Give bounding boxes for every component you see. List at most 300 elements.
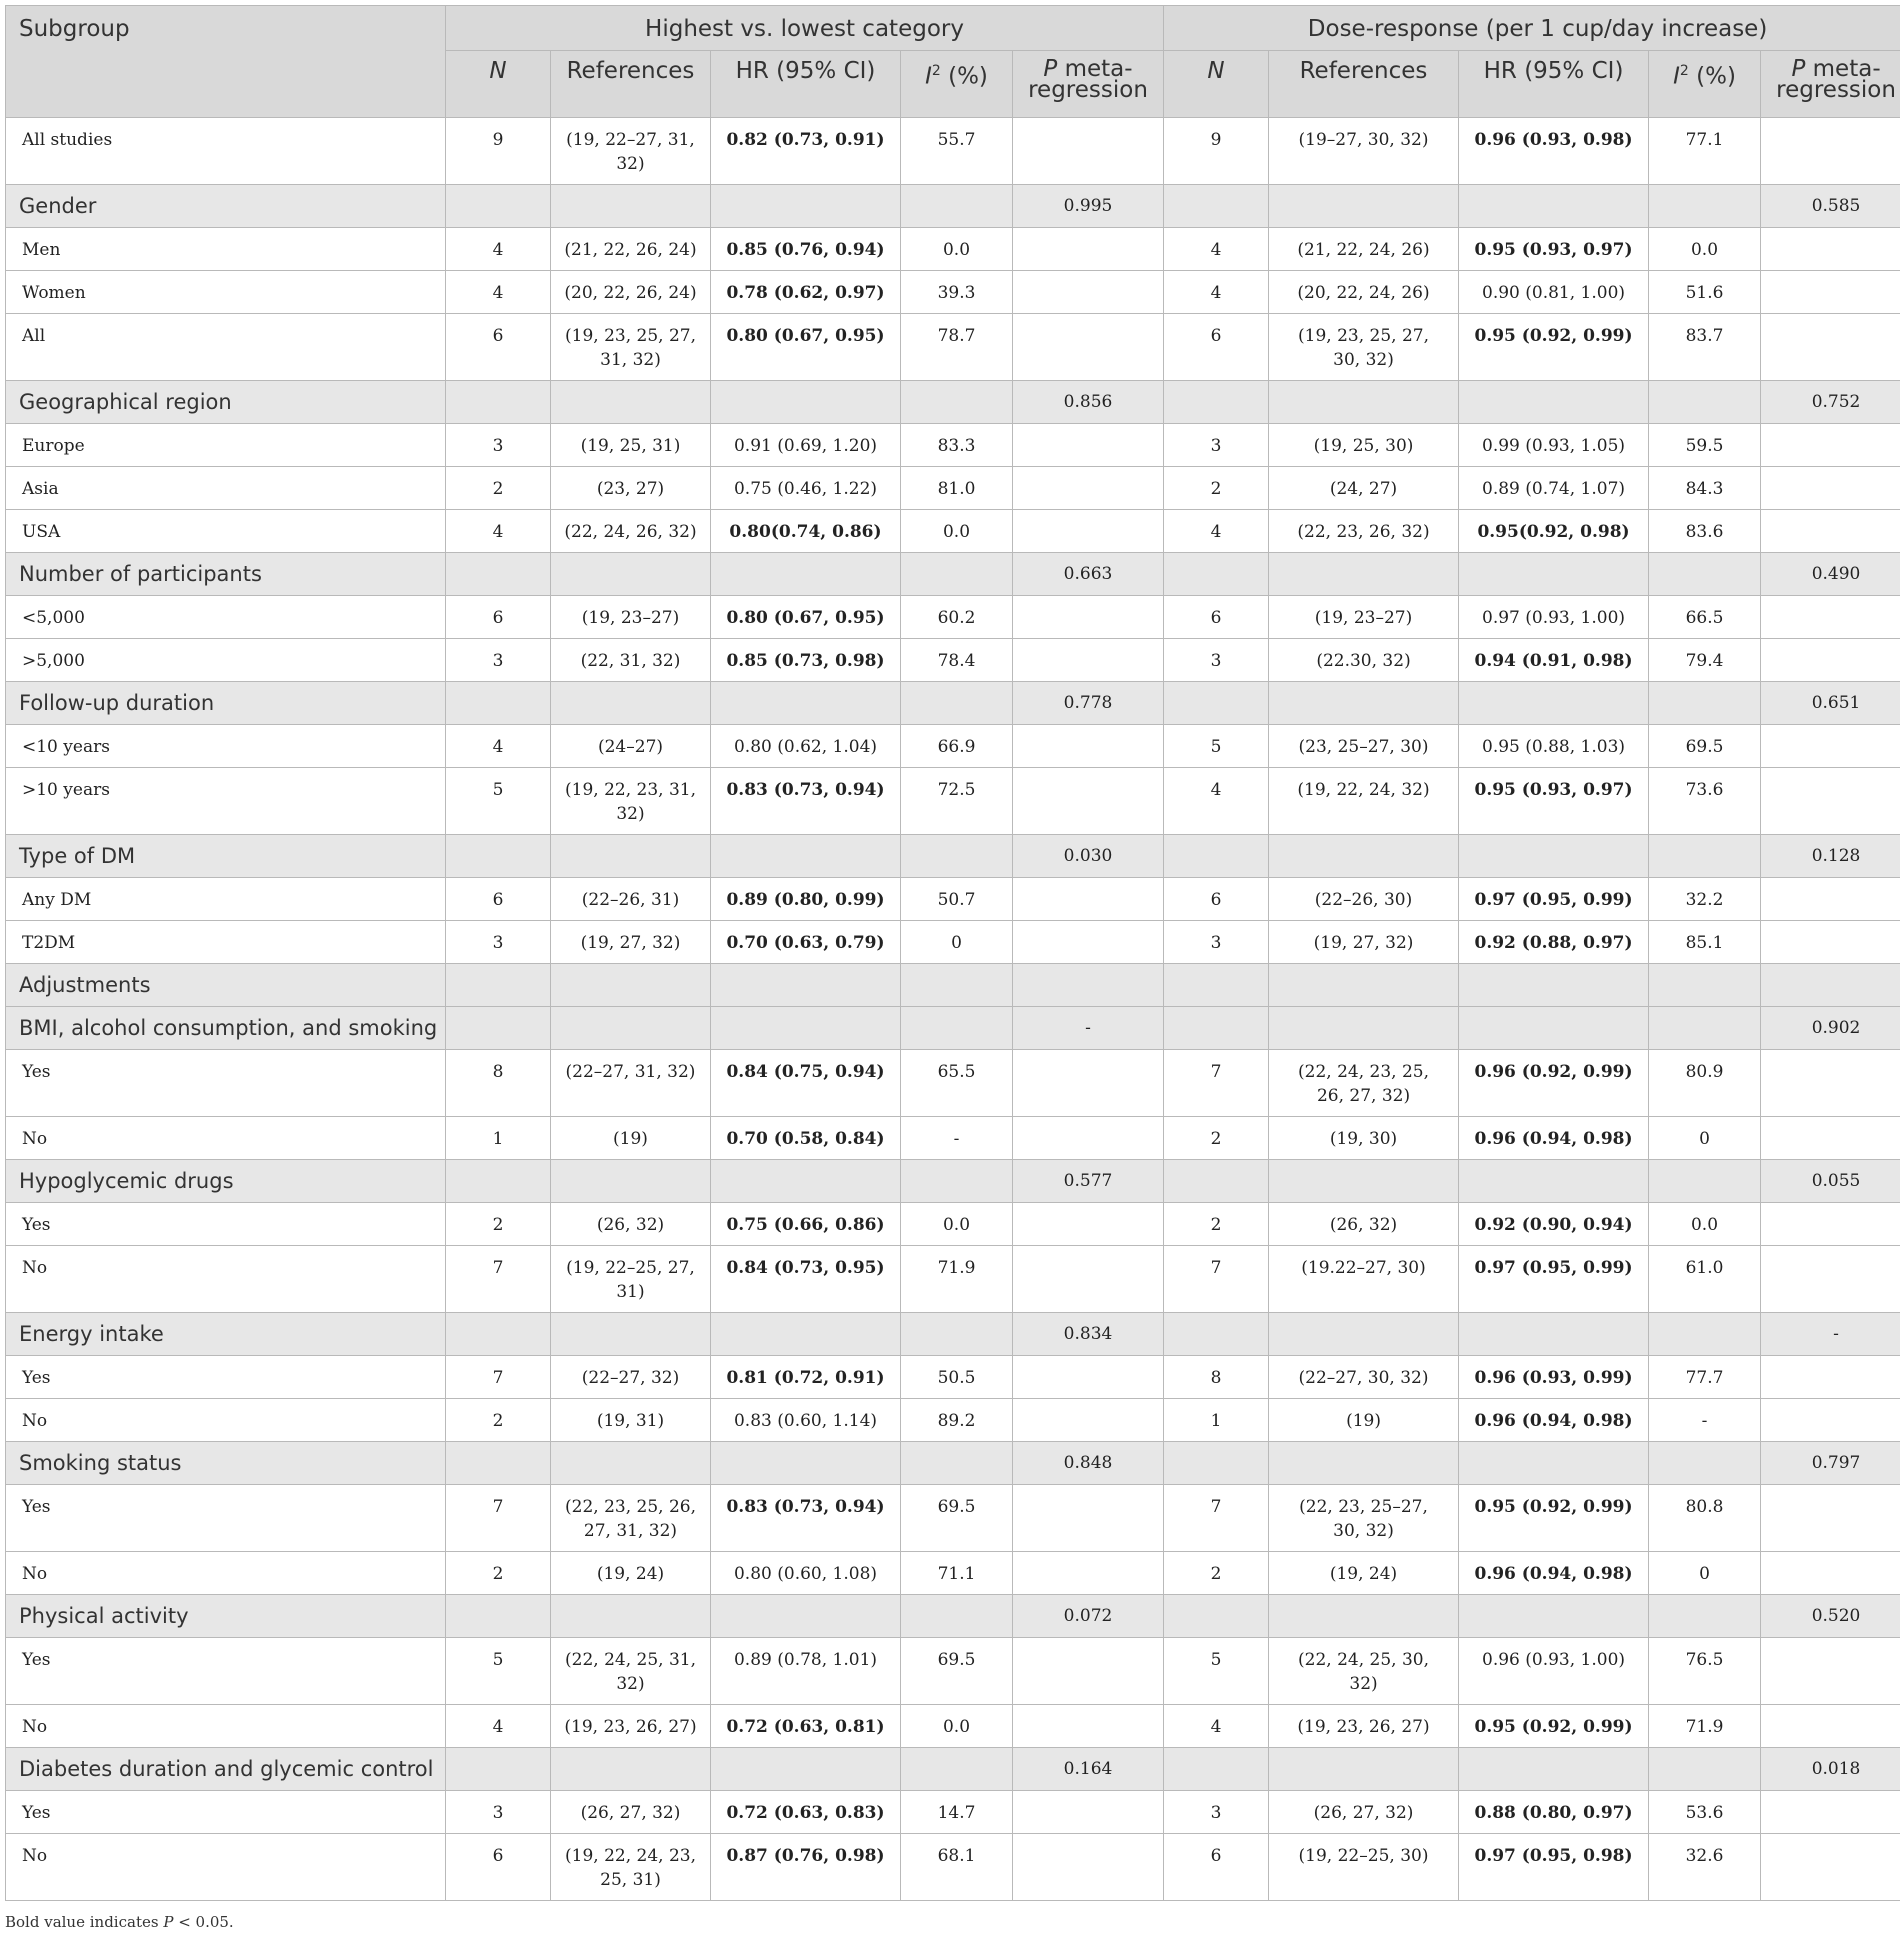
p-meta-regression-1-cell: 0.164	[1013, 1748, 1164, 1791]
i2-1-cell: 78.7	[901, 314, 1013, 381]
hr-ci-1-cell: 0.70 (0.58, 0.84)	[711, 1117, 901, 1160]
p-meta-regression-1-cell: 0.848	[1013, 1442, 1164, 1485]
header-hr: HR (95% CI)	[1459, 51, 1649, 118]
table-row	[6, 1117, 1900, 1160]
references-1-cell: (19, 25, 31)	[551, 424, 711, 467]
empty-cell	[901, 185, 1013, 228]
empty-cell	[1269, 1007, 1459, 1050]
empty-cell	[1164, 381, 1269, 424]
i2-2-cell: 66.5	[1649, 596, 1761, 639]
hr-ci-2-cell: 0.95 (0.92, 0.99)	[1459, 1705, 1649, 1748]
empty-cell	[711, 1160, 901, 1203]
p-meta-regression-2-cell: 0.902	[1761, 1007, 1900, 1050]
row-label-cell: Yes	[6, 1203, 446, 1246]
hr-ci-1-cell: 0.85 (0.76, 0.94)	[711, 228, 901, 271]
row-label-cell: No	[6, 1705, 446, 1748]
empty-cell	[1459, 964, 1649, 1007]
references-1-cell: (21, 22, 26, 24)	[551, 228, 711, 271]
references-2-cell: (22.30, 32)	[1269, 639, 1459, 682]
p-meta-regression-2-cell	[1761, 1050, 1900, 1117]
references-2-cell: (20, 22, 24, 26)	[1269, 271, 1459, 314]
i2-1-cell: 60.2	[901, 596, 1013, 639]
references-1-cell: (22, 24, 25, 31, 32)	[551, 1638, 711, 1705]
references-2-cell: (22–26, 30)	[1269, 878, 1459, 921]
p-meta-regression-2-cell	[1761, 1834, 1900, 1901]
n-2-cell: 3	[1164, 639, 1269, 682]
p-meta-regression-1-cell: 0.856	[1013, 381, 1164, 424]
empty-cell	[711, 1313, 901, 1356]
i2-1-cell: 0.0	[901, 228, 1013, 271]
table-row	[6, 1050, 1900, 1117]
p-meta-regression-2-cell: 0.490	[1761, 553, 1900, 596]
i2-2-cell: 83.6	[1649, 510, 1761, 553]
hr-ci-2-cell: 0.95 (0.93, 0.97)	[1459, 228, 1649, 271]
empty-cell	[1459, 835, 1649, 878]
empty-cell	[901, 1160, 1013, 1203]
empty-cell	[1269, 1442, 1459, 1485]
hr-ci-2-cell: 0.97 (0.95, 0.99)	[1459, 1246, 1649, 1313]
references-2-cell: (19, 23–27)	[1269, 596, 1459, 639]
empty-cell	[711, 682, 901, 725]
p-meta-regression-1-cell	[1013, 1117, 1164, 1160]
references-2-cell: (23, 25–27, 30)	[1269, 725, 1459, 768]
p-meta-regression-1-cell	[1013, 725, 1164, 768]
p-meta-regression-1-cell: 0.995	[1013, 185, 1164, 228]
table-row	[6, 878, 1900, 921]
n-1-cell: 2	[446, 467, 551, 510]
p-meta-regression-2-cell: -	[1761, 1313, 1900, 1356]
p-meta-regression-2-cell	[1761, 1485, 1900, 1552]
references-2-cell: (21, 22, 24, 26)	[1269, 228, 1459, 271]
hr-ci-2-cell: 0.92 (0.90, 0.94)	[1459, 1203, 1649, 1246]
empty-cell	[1164, 1313, 1269, 1356]
p-meta-regression-1-cell: 0.834	[1013, 1313, 1164, 1356]
i2-1-cell: 50.5	[901, 1356, 1013, 1399]
empty-cell	[1459, 381, 1649, 424]
i2-2-cell: 79.4	[1649, 639, 1761, 682]
p-meta-regression-1-cell	[1013, 228, 1164, 271]
i2-1-cell: 0.0	[901, 1705, 1013, 1748]
hr-ci-2-cell: 0.95 (0.88, 1.03)	[1459, 725, 1649, 768]
empty-cell	[1164, 682, 1269, 725]
p-meta-regression-2-cell	[1761, 271, 1900, 314]
hr-ci-1-cell: 0.84 (0.75, 0.94)	[711, 1050, 901, 1117]
table-row	[6, 424, 1900, 467]
p-meta-regression-1-cell	[1013, 768, 1164, 835]
p-meta-regression-1-cell	[1013, 314, 1164, 381]
i2-2-cell: 80.9	[1649, 1050, 1761, 1117]
empty-cell	[446, 835, 551, 878]
empty-cell	[711, 1748, 901, 1791]
header-p-meta-regression: P meta-regression	[1013, 51, 1164, 118]
empty-cell	[901, 1595, 1013, 1638]
empty-cell	[446, 1595, 551, 1638]
empty-cell	[551, 185, 711, 228]
group-header-row	[6, 1595, 1900, 1638]
n-2-cell: 7	[1164, 1050, 1269, 1117]
empty-cell	[711, 835, 901, 878]
p-meta-regression-2-cell	[1761, 768, 1900, 835]
empty-cell	[711, 1442, 901, 1485]
group-header-row	[6, 682, 1900, 725]
references-1-cell: (22, 23, 25, 26, 27, 31, 32)	[551, 1485, 711, 1552]
p-meta-regression-2-cell	[1761, 1552, 1900, 1595]
n-2-cell: 3	[1164, 1791, 1269, 1834]
references-2-cell: (26, 32)	[1269, 1203, 1459, 1246]
i2-2-cell: 69.5	[1649, 725, 1761, 768]
hr-ci-1-cell: 0.83 (0.73, 0.94)	[711, 768, 901, 835]
empty-cell	[446, 1442, 551, 1485]
p-meta-regression-1-cell	[1013, 271, 1164, 314]
row-label-cell: Europe	[6, 424, 446, 467]
empty-cell	[446, 1748, 551, 1791]
empty-cell	[1269, 835, 1459, 878]
n-2-cell: 2	[1164, 1203, 1269, 1246]
n-2-cell: 5	[1164, 1638, 1269, 1705]
n-2-cell: 3	[1164, 921, 1269, 964]
references-1-cell: (20, 22, 26, 24)	[551, 271, 711, 314]
i2-2-cell: 0	[1649, 1117, 1761, 1160]
hr-ci-1-cell: 0.80 (0.67, 0.95)	[711, 596, 901, 639]
hr-ci-1-cell: 0.72 (0.63, 0.83)	[711, 1791, 901, 1834]
i2-1-cell: 78.4	[901, 639, 1013, 682]
p-meta-regression-1-cell	[1013, 467, 1164, 510]
hr-ci-1-cell: 0.75 (0.46, 1.22)	[711, 467, 901, 510]
empty-cell	[1459, 185, 1649, 228]
row-label-cell: Number of participants	[6, 553, 446, 596]
table-row	[6, 228, 1900, 271]
n-2-cell: 9	[1164, 118, 1269, 185]
empty-cell	[1459, 553, 1649, 596]
empty-cell	[551, 1595, 711, 1638]
i2-2-cell: 77.1	[1649, 118, 1761, 185]
empty-cell	[551, 682, 711, 725]
table-row	[6, 271, 1900, 314]
empty-cell	[1649, 381, 1761, 424]
references-1-cell: (23, 27)	[551, 467, 711, 510]
empty-cell	[551, 964, 711, 1007]
empty-cell	[901, 682, 1013, 725]
empty-cell	[551, 381, 711, 424]
empty-cell	[1164, 1007, 1269, 1050]
p-meta-regression-1-cell	[1013, 118, 1164, 185]
p-meta-regression-1-cell: -	[1013, 1007, 1164, 1050]
n-1-cell: 3	[446, 921, 551, 964]
hr-ci-2-cell: 0.96 (0.92, 0.99)	[1459, 1050, 1649, 1117]
i2-2-cell: 71.9	[1649, 1705, 1761, 1748]
i2-1-cell: 66.9	[901, 725, 1013, 768]
header-hr: HR (95% CI)	[711, 51, 901, 118]
references-2-cell: (19, 25, 30)	[1269, 424, 1459, 467]
p-meta-regression-1-cell	[1013, 1705, 1164, 1748]
header-p-meta-regression: P meta-regression	[1761, 51, 1900, 118]
group-header-row	[6, 964, 1900, 1007]
hr-ci-1-cell: 0.70 (0.63, 0.79)	[711, 921, 901, 964]
row-label-cell: Geographical region	[6, 381, 446, 424]
i2-1-cell: 39.3	[901, 271, 1013, 314]
empty-cell	[1269, 381, 1459, 424]
table-header	[6, 6, 1900, 118]
p-meta-regression-1-cell	[1013, 964, 1164, 1007]
n-1-cell: 6	[446, 1834, 551, 1901]
empty-cell	[1459, 1160, 1649, 1203]
n-1-cell: 6	[446, 878, 551, 921]
row-label-cell: No	[6, 1246, 446, 1313]
i2-1-cell: 55.7	[901, 118, 1013, 185]
hr-ci-2-cell: 0.96 (0.93, 0.98)	[1459, 118, 1649, 185]
n-2-cell: 2	[1164, 467, 1269, 510]
n-2-cell: 2	[1164, 1117, 1269, 1160]
n-1-cell: 4	[446, 271, 551, 314]
empty-cell	[1649, 185, 1761, 228]
table-row	[6, 1638, 1900, 1705]
i2-2-cell: 80.8	[1649, 1485, 1761, 1552]
row-label-cell: Adjustments	[6, 964, 446, 1007]
hr-ci-1-cell: 0.91 (0.69, 1.20)	[711, 424, 901, 467]
p-meta-regression-2-cell	[1761, 878, 1900, 921]
n-1-cell: 7	[446, 1246, 551, 1313]
i2-1-cell: 72.5	[901, 768, 1013, 835]
empty-cell	[551, 1313, 711, 1356]
n-2-cell: 4	[1164, 228, 1269, 271]
p-meta-regression-2-cell	[1761, 1705, 1900, 1748]
n-1-cell: 6	[446, 314, 551, 381]
n-1-cell: 2	[446, 1203, 551, 1246]
p-meta-regression-1-cell	[1013, 596, 1164, 639]
empty-cell	[1269, 1595, 1459, 1638]
p-meta-regression-1-cell	[1013, 1834, 1164, 1901]
hr-ci-2-cell: 0.88 (0.80, 0.97)	[1459, 1791, 1649, 1834]
n-2-cell: 4	[1164, 1705, 1269, 1748]
header-subgroup: Subgroup	[6, 6, 446, 118]
p-meta-regression-2-cell	[1761, 921, 1900, 964]
i2-1-cell: 0.0	[901, 510, 1013, 553]
references-2-cell: (19, 24)	[1269, 1552, 1459, 1595]
p-meta-regression-2-cell	[1761, 118, 1900, 185]
p-meta-regression-2-cell	[1761, 1638, 1900, 1705]
row-label-cell: >5,000	[6, 639, 446, 682]
p-meta-regression-1-cell	[1013, 1050, 1164, 1117]
p-meta-regression-2-cell	[1761, 596, 1900, 639]
empty-cell	[711, 185, 901, 228]
n-1-cell: 4	[446, 510, 551, 553]
references-1-cell: (19, 23, 25, 27, 31, 32)	[551, 314, 711, 381]
empty-cell	[1164, 553, 1269, 596]
row-label-cell: Diabetes duration and glycemic control	[6, 1748, 446, 1791]
empty-cell	[1164, 1748, 1269, 1791]
p-meta-regression-2-cell	[1761, 1246, 1900, 1313]
references-1-cell: (19, 22, 23, 31, 32)	[551, 768, 711, 835]
hr-ci-2-cell: 0.95 (0.93, 0.97)	[1459, 768, 1649, 835]
i2-2-cell: 53.6	[1649, 1791, 1761, 1834]
references-2-cell: (19, 30)	[1269, 1117, 1459, 1160]
hr-ci-1-cell: 0.75 (0.66, 0.86)	[711, 1203, 901, 1246]
p-meta-regression-1-cell	[1013, 1246, 1164, 1313]
row-label-cell: No	[6, 1834, 446, 1901]
references-2-cell: (19)	[1269, 1399, 1459, 1442]
empty-cell	[551, 1748, 711, 1791]
empty-cell	[1269, 553, 1459, 596]
table-row	[6, 725, 1900, 768]
i2-1-cell: 65.5	[901, 1050, 1013, 1117]
empty-cell	[1164, 1442, 1269, 1485]
empty-cell	[551, 1160, 711, 1203]
row-label-cell: >10 years	[6, 768, 446, 835]
empty-cell	[901, 553, 1013, 596]
p-meta-regression-1-cell: 0.663	[1013, 553, 1164, 596]
row-label-cell: BMI, alcohol consumption, and smoking	[6, 1007, 446, 1050]
table-container	[5, 5, 1898, 1931]
n-1-cell: 5	[446, 768, 551, 835]
table-body	[6, 118, 1900, 1901]
hr-ci-2-cell: 0.95(0.92, 0.98)	[1459, 510, 1649, 553]
p-meta-regression-1-cell	[1013, 1638, 1164, 1705]
row-label-cell: Yes	[6, 1485, 446, 1552]
n-2-cell: 3	[1164, 424, 1269, 467]
p-meta-regression-1-cell	[1013, 424, 1164, 467]
table-row	[6, 1246, 1900, 1313]
p-meta-regression-1-cell	[1013, 1203, 1164, 1246]
empty-cell	[551, 835, 711, 878]
i2-1-cell: 83.3	[901, 424, 1013, 467]
p-meta-regression-2-cell: 0.520	[1761, 1595, 1900, 1638]
group-header-row	[6, 1748, 1900, 1791]
p-meta-regression-2-cell	[1761, 1356, 1900, 1399]
row-label-cell: Type of DM	[6, 835, 446, 878]
empty-cell	[1649, 1007, 1761, 1050]
row-label-cell: No	[6, 1552, 446, 1595]
p-meta-regression-2-cell	[1761, 725, 1900, 768]
row-label-cell: Energy intake	[6, 1313, 446, 1356]
hr-ci-1-cell: 0.81 (0.72, 0.91)	[711, 1356, 901, 1399]
empty-cell	[1269, 964, 1459, 1007]
p-meta-regression-2-cell	[1761, 510, 1900, 553]
p-meta-regression-1-cell	[1013, 1485, 1164, 1552]
empty-cell	[901, 1748, 1013, 1791]
references-1-cell: (19)	[551, 1117, 711, 1160]
row-label-cell: All	[6, 314, 446, 381]
table-row	[6, 1791, 1900, 1834]
empty-cell	[901, 1007, 1013, 1050]
n-2-cell: 2	[1164, 1552, 1269, 1595]
i2-2-cell: 85.1	[1649, 921, 1761, 964]
empty-cell	[446, 553, 551, 596]
empty-cell	[446, 964, 551, 1007]
n-1-cell: 9	[446, 118, 551, 185]
p-meta-regression-2-cell	[1761, 467, 1900, 510]
p-meta-regression-1-cell: 0.072	[1013, 1595, 1164, 1638]
table-row	[6, 639, 1900, 682]
references-2-cell: (26, 27, 32)	[1269, 1791, 1459, 1834]
empty-cell	[1164, 185, 1269, 228]
hr-ci-2-cell: 0.97 (0.95, 0.98)	[1459, 1834, 1649, 1901]
n-2-cell: 7	[1164, 1246, 1269, 1313]
i2-1-cell: 69.5	[901, 1638, 1013, 1705]
references-2-cell: (19, 22, 24, 32)	[1269, 768, 1459, 835]
n-1-cell: 2	[446, 1552, 551, 1595]
table-row	[6, 467, 1900, 510]
references-2-cell: (19, 27, 32)	[1269, 921, 1459, 964]
p-meta-regression-2-cell: 0.651	[1761, 682, 1900, 725]
i2-2-cell: -	[1649, 1399, 1761, 1442]
hr-ci-1-cell: 0.82 (0.73, 0.91)	[711, 118, 901, 185]
i2-2-cell: 83.7	[1649, 314, 1761, 381]
references-2-cell: (22, 23, 26, 32)	[1269, 510, 1459, 553]
i2-2-cell: 76.5	[1649, 1638, 1761, 1705]
n-2-cell: 5	[1164, 725, 1269, 768]
i2-1-cell: 71.1	[901, 1552, 1013, 1595]
row-label-cell: Physical activity	[6, 1595, 446, 1638]
table-row	[6, 314, 1900, 381]
i2-2-cell: 77.7	[1649, 1356, 1761, 1399]
references-2-cell: (19, 23, 25, 27, 30, 32)	[1269, 314, 1459, 381]
table-row	[6, 1705, 1900, 1748]
header-references: References	[1269, 51, 1459, 118]
hr-ci-2-cell: 0.96 (0.93, 1.00)	[1459, 1638, 1649, 1705]
n-1-cell: 4	[446, 1705, 551, 1748]
empty-cell	[446, 1313, 551, 1356]
empty-cell	[711, 553, 901, 596]
hr-ci-1-cell: 0.80(0.74, 0.86)	[711, 510, 901, 553]
n-2-cell: 6	[1164, 314, 1269, 381]
n-2-cell: 6	[1164, 1834, 1269, 1901]
table-row	[6, 510, 1900, 553]
table-row	[6, 1485, 1900, 1552]
hr-ci-1-cell: 0.80 (0.62, 1.04)	[711, 725, 901, 768]
i2-2-cell: 32.6	[1649, 1834, 1761, 1901]
p-meta-regression-1-cell	[1013, 1356, 1164, 1399]
references-2-cell: (22, 24, 25, 30, 32)	[1269, 1638, 1459, 1705]
n-1-cell: 1	[446, 1117, 551, 1160]
n-1-cell: 4	[446, 725, 551, 768]
n-1-cell: 7	[446, 1356, 551, 1399]
n-2-cell: 1	[1164, 1399, 1269, 1442]
n-2-cell: 6	[1164, 878, 1269, 921]
hr-ci-1-cell: 0.87 (0.76, 0.98)	[711, 1834, 901, 1901]
i2-1-cell: 68.1	[901, 1834, 1013, 1901]
row-label-cell: Gender	[6, 185, 446, 228]
references-2-cell: (22–27, 30, 32)	[1269, 1356, 1459, 1399]
references-1-cell: (22–26, 31)	[551, 878, 711, 921]
empty-cell	[446, 381, 551, 424]
table-row	[6, 768, 1900, 835]
hr-ci-1-cell: 0.80 (0.60, 1.08)	[711, 1552, 901, 1595]
row-label-cell: All studies	[6, 118, 446, 185]
empty-cell	[1164, 1595, 1269, 1638]
empty-cell	[901, 381, 1013, 424]
references-1-cell: (19, 24)	[551, 1552, 711, 1595]
group-header-row	[6, 381, 1900, 424]
empty-cell	[901, 1313, 1013, 1356]
row-label-cell: Smoking status	[6, 1442, 446, 1485]
subgroup-analysis-table	[5, 5, 1900, 1901]
group-header-row	[6, 553, 1900, 596]
empty-cell	[1649, 1160, 1761, 1203]
empty-cell	[1269, 682, 1459, 725]
empty-cell	[1649, 1595, 1761, 1638]
n-1-cell: 4	[446, 228, 551, 271]
empty-cell	[711, 1595, 901, 1638]
i2-2-cell: 0.0	[1649, 1203, 1761, 1246]
empty-cell	[551, 1442, 711, 1485]
table-row	[6, 1834, 1900, 1901]
n-1-cell: 5	[446, 1638, 551, 1705]
empty-cell	[711, 381, 901, 424]
i2-1-cell: 0.0	[901, 1203, 1013, 1246]
table-row	[6, 1203, 1900, 1246]
row-label-cell: No	[6, 1117, 446, 1160]
p-meta-regression-1-cell: 0.577	[1013, 1160, 1164, 1203]
